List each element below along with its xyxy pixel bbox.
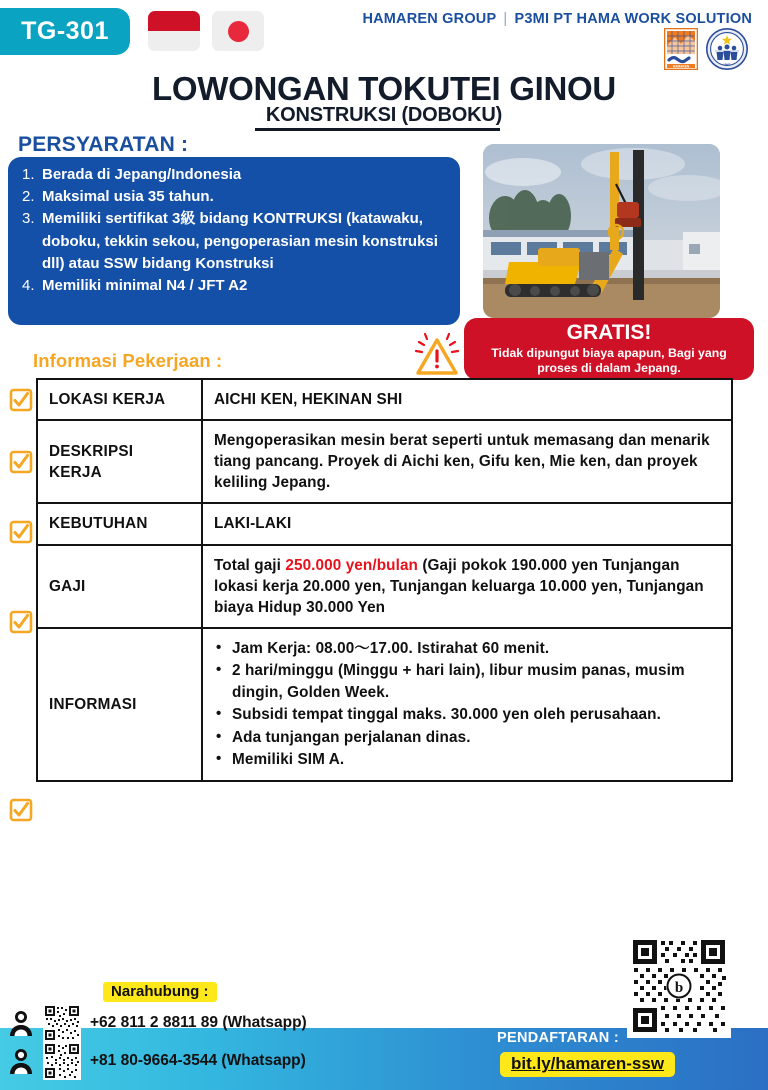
title-divider — [255, 128, 500, 131]
requirements-box — [8, 157, 460, 325]
svg-text:HAMAREN: HAMAREN — [672, 64, 690, 69]
contact-row-1 — [8, 1004, 307, 1042]
table-row — [37, 545, 732, 628]
company-left-label: HAMAREN GROUP — [362, 11, 497, 27]
page-subtitle: KONSTRUKSI (DOBOKU) — [265, 104, 503, 126]
free-promo-banner — [464, 318, 754, 380]
checkbox-checked-icon — [9, 798, 33, 822]
promo-subtitle: Tidak dipungut biaya apapun, Bagi yang proses di dalam Jepang. — [491, 345, 727, 376]
job-info-heading: Informasi Pekerjaan : — [33, 350, 223, 371]
svg-text:HWS: HWS — [723, 62, 731, 67]
row-label: DESKRIPSI KERJA — [37, 420, 202, 503]
row-value-salary — [202, 545, 732, 628]
row-label: GAJI — [37, 545, 202, 628]
registration-label: PENDAFTARAN : — [497, 1030, 620, 1046]
list-item: • Ada tunjangan perjalanan dinas. — [214, 727, 720, 749]
company-right-label: P3MI PT HAMA WORK SOLUTION — [514, 11, 752, 27]
registration-link[interactable]: bit.ly/hamaren-ssw — [500, 1052, 675, 1077]
warning-triangle-icon — [411, 331, 463, 379]
job-info-table — [36, 378, 733, 782]
row-label: INFORMASI — [37, 628, 202, 781]
qr-code-registration[interactable] — [627, 934, 731, 1038]
salary-suffix: (Gaji pokok 190.000 yen Tunjangan lokasi kerja 20.000 yen, Tunjangan keluarga 10.000 yen, Tunjangan biaya Hidup 30.000 Yen — [214, 556, 704, 616]
list-item: • 2 hari/minggu (Minggu + hari lain), libur musim panas, musim dingin, Golden Week. — [214, 660, 720, 704]
construction-machine-photo — [483, 144, 720, 318]
table-row — [37, 420, 732, 503]
table-row — [37, 379, 732, 420]
phone-number-1[interactable]: +62 811 2 8811 89 (Whatsapp) — [90, 1014, 307, 1031]
checkbox-checked-icon — [9, 450, 33, 474]
qr-code-whatsapp-1[interactable] — [43, 1004, 81, 1042]
row-value: LAKI-LAKI — [202, 503, 732, 544]
checkbox-checked-icon — [9, 388, 33, 412]
requirements-heading: PERSYARATAN : — [18, 133, 189, 156]
page-title: LOWONGAN TOKUTEI GINOU — [152, 70, 616, 107]
qr-code-whatsapp-2[interactable] — [43, 1042, 81, 1080]
phone-number-2[interactable]: +81 80-9664-3544 (Whatsapp) — [90, 1052, 306, 1069]
row-value: Mengoperasikan mesin berat seperti untuk memasang dan menarik tiang pancang. Proyek di Aichi ken, Gifu ken, Mie ken, dan proyek keliling Jepang. — [202, 420, 732, 503]
contact-row-2 — [8, 1042, 306, 1080]
information-list — [214, 638, 720, 771]
photo-illustration — [483, 144, 720, 318]
row-value-bullets — [202, 628, 732, 781]
requirements-list — [22, 164, 450, 297]
requirement-item: Berada di Jepang/Indonesia — [42, 166, 242, 183]
logo-group — [664, 28, 748, 70]
row-label: KEBUTUHAN — [37, 503, 202, 544]
row-value: AICHI KEN, HEKINAN SHI — [202, 379, 732, 420]
list-item: • Memiliki SIM A. — [214, 749, 720, 771]
checkbox-checked-icon — [9, 520, 33, 544]
list-item: • Jam Kerja: 08.00～17.00. Istirahat 60 menit. — [214, 638, 720, 660]
company-separator: | — [503, 11, 508, 27]
row-label: LOKASI KERJA — [37, 379, 202, 420]
list-item: • Subsidi tempat tinggal maks. 30.000 yen oleh perusahaan. — [214, 704, 720, 726]
salary-highlight: 250.000 yen/bulan — [285, 556, 419, 574]
salary-prefix: Total gaji — [214, 556, 286, 574]
company-header — [362, 11, 752, 27]
person-icon — [8, 1009, 34, 1037]
japan-flag-icon — [212, 11, 264, 51]
promo-title: GRATIS! — [566, 320, 652, 344]
checkbox-checked-icon — [9, 610, 33, 634]
svg-text:b: b — [674, 980, 684, 996]
job-code-badge: TG-301 — [0, 8, 130, 55]
requirement-item: Maksimal usia 35 tahun. — [42, 188, 214, 206]
table-row — [37, 503, 732, 544]
hama-work-solution-seal-icon — [706, 28, 748, 70]
indonesia-flag-icon — [148, 11, 200, 51]
requirement-item: Memiliki sertifikat 3級 bidang KONTRUKSI (katawaku, doboku, tekkin sekou, pengoperasian mesin konstruksi dll) atau SSW bidang Konstruksi — [42, 210, 438, 272]
hamaren-logo-icon — [664, 28, 698, 70]
person-icon — [8, 1047, 34, 1075]
table-row — [37, 628, 732, 781]
requirement-item: Memiliki minimal N4 / JFT A2 — [42, 276, 248, 294]
contact-label: Narahubung : — [103, 982, 217, 1002]
